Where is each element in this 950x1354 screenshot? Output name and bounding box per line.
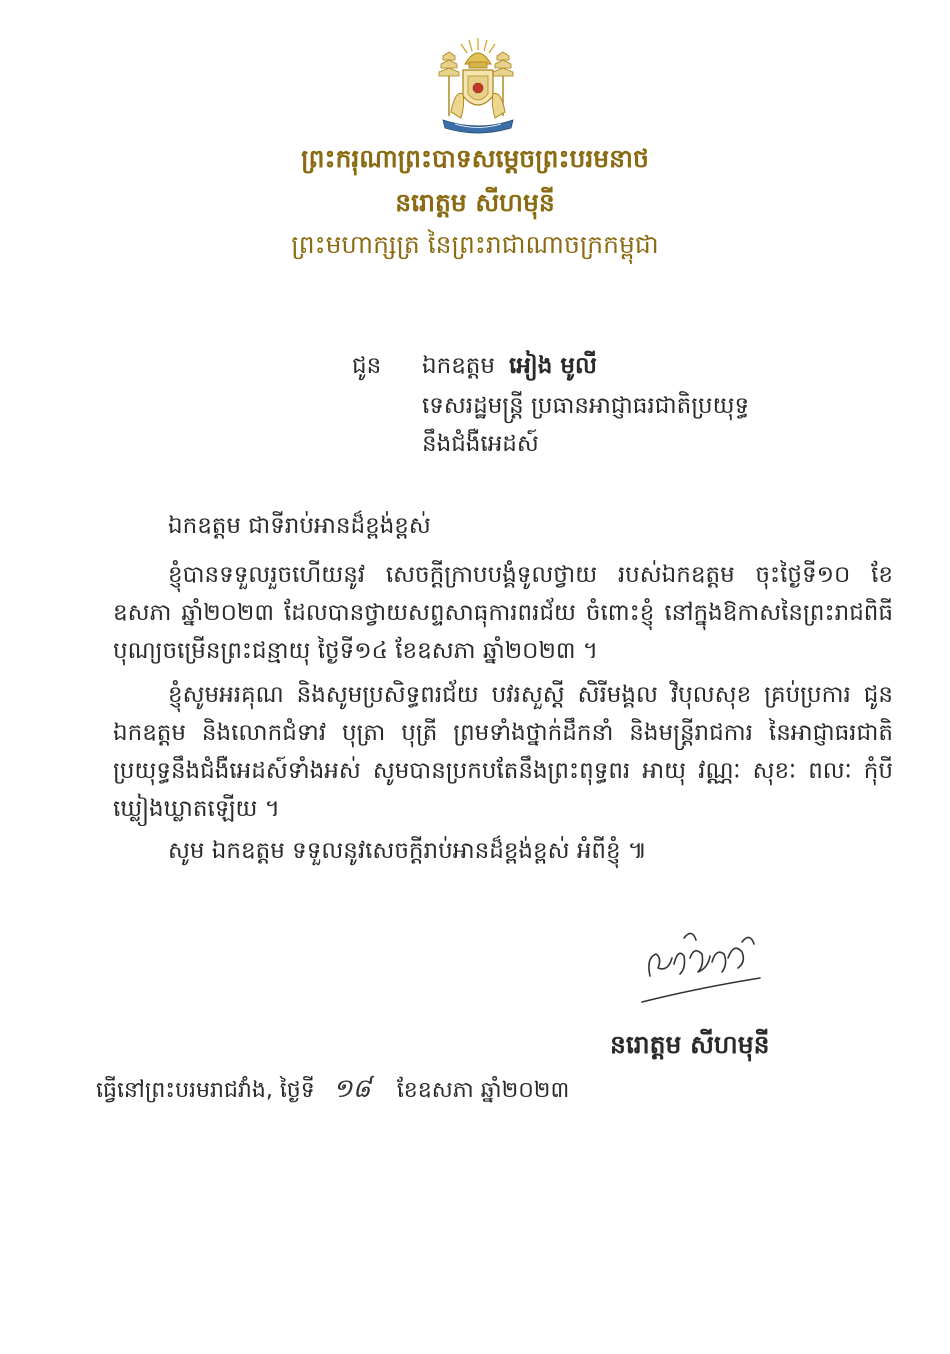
- body-paragraph-2: ខ្ញុំសូមអរគុណ និងសូមប្រសិទ្ធពរជ័យ បវរសួស្តី សិរីមង្គល វិបុលសុខ គ្រប់ប្រការ ជូន ឯកឧត្តម និងលោកជំទាវ បុត្រា បុត្រី ព្រមទាំងថ្នាក់ដឹកនាំ និងមន្ត្រីរាជការ នៃអាជ្ញាធរជាតិប្រយុទ្ធនឹងជំងឺអេដស៍ទាំងអស់ សូមបានប្រកបតែនឹងព្រះពុទ្ធពរ អាយុ វណ្ណៈ សុខៈ ពលៈ កុំបីឃ្លៀងឃ្លាតឡើយ ។: [113, 682, 893, 822]
- address-honorific: ឯកឧត្តម: [422, 353, 495, 379]
- dateline: [96, 1072, 569, 1110]
- royal-emblem-icon: [425, 34, 531, 140]
- handwritten-signature-icon: [638, 918, 768, 1010]
- address-title-line-2: នឹងជំងឺអេដស៍: [422, 431, 539, 457]
- address-label: ជូន: [352, 353, 382, 379]
- dateline-place: ធ្វើនៅព្រះបរមរាជវាំង, ថ្ងៃទី: [96, 1078, 315, 1103]
- address-recipient: [422, 352, 597, 385]
- address-title-line: ទេសរដ្ឋមន្ត្រី ប្រធានអាជ្ញាធរជាតិប្រយុទ្ធ: [422, 393, 750, 419]
- salutation: ឯកឧត្តម ជាទីរាប់អានដ៏ខ្ពង់ខ្ពស់: [168, 513, 431, 539]
- dateline-month-year: ខែឧសភា ឆ្នាំ២០២៣: [396, 1078, 570, 1103]
- header-title-line-1: ព្រះករុណាព្រះបាទសម្តេចព្រះបរមនាថ: [301, 144, 649, 173]
- header-title-line-3: ព្រះមហាក្សត្រ នៃព្រះរាជាណាចក្រកម្ពុជា: [291, 230, 659, 259]
- signer-name: នរោត្តម សីហមុនី: [610, 1030, 770, 1059]
- header-title-line-2: នរោត្តម សីហមុនី: [395, 188, 555, 217]
- dateline-day: ១៨: [332, 1074, 371, 1104]
- body-paragraph-1: ខ្ញុំបានទទួលរួចហើយនូវ សេចក្តីក្រាបបង្គំទូលថ្វាយ របស់ឯកឧត្តម ចុះថ្ងៃទី១០ ខែឧសភា ឆ្នាំ២០២៣ ដែលបានថ្វាយសព្ទសាធុការពរជ័យ ចំពោះខ្ញុំ នៅក្នុងឱកាសនៃព្រះរាជពិធីបុណ្យចម្រើនព្រះជន្មាយុ ថ្ងៃទី១៤ ខែឧសភា ឆ្នាំ២០២៣ ។: [113, 562, 893, 664]
- body-paragraph-3: សូម ឯកឧត្តម ទទួលនូវសេចក្តីរាប់អានដ៏ខ្ពង់ខ្ពស់ អំពីខ្ញុំ ៕: [168, 838, 648, 864]
- address-name: អៀង មូលី: [509, 353, 597, 379]
